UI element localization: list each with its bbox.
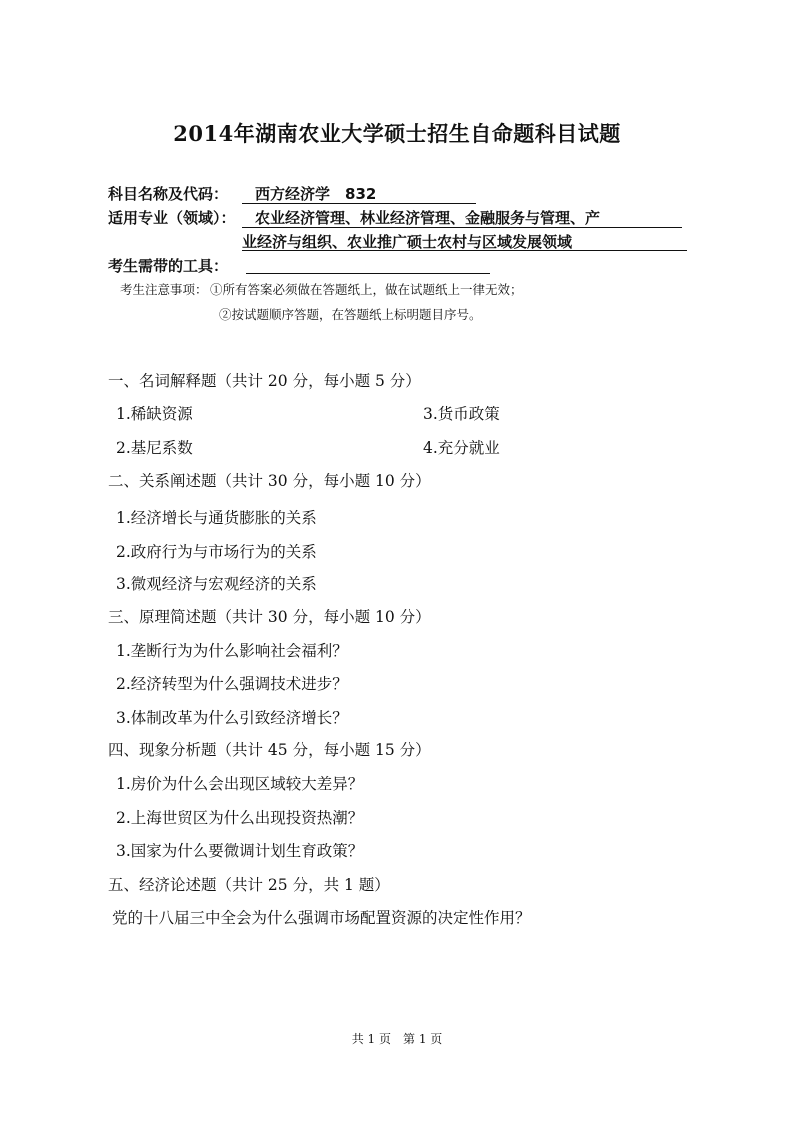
section-4-item-2: 2.上海世贸区为什么出现投资热潮？ [116, 809, 364, 827]
section-1-item-1: 1.稀缺资源 [116, 405, 193, 423]
major-label: 适用专业（领域）： [108, 209, 236, 227]
section-5-item-1: 党的十八届三中全会为什么强调市场配置资源的决定性作用？ [112, 909, 531, 927]
section-4-item-3: 3.国家为什么要微调计划生育政策？ [116, 842, 364, 860]
section-2-item-2: 2.政府行为与市场行为的关系 [116, 543, 317, 561]
section-3-item-1: 1.垄断行为为什么影响社会福利？ [116, 642, 348, 660]
notice-line-2: ②按试题顺序答题，在答题纸上标明题目序号。 [219, 307, 482, 322]
section-3-item-2: 2.经济转型为什么强调技术进步？ [116, 675, 348, 693]
section-3-heading: 三、原理简述题（共计 30 分，每小题 10 分） [108, 608, 431, 626]
section-4-heading: 四、现象分析题（共计 45 分，每小题 15 分） [108, 741, 431, 759]
page-footer: 共 1 页 第 1 页 [351, 1032, 443, 1046]
section-2-item-1: 1.经济增长与通货膨胀的关系 [116, 509, 317, 527]
section-1-item-4: 4.充分就业 [423, 439, 500, 457]
section-3-item-3: 3.体制改革为什么引致经济增长？ [116, 709, 348, 727]
subject-label: 科目名称及代码： [108, 185, 229, 203]
major-line-1: 农业经济管理、林业经济管理、金融服务与管理、产 [255, 209, 601, 227]
section-1-item-2: 2.基尼系数 [116, 439, 193, 457]
major-underline-1 [242, 227, 682, 228]
section-2-item-3: 3.微观经济与宏观经济的关系 [116, 575, 317, 593]
major-line-2: 业经济与组织、农业推广硕士农村与区域发展领域 [242, 233, 573, 251]
section-4-item-1: 1.房价为什么会出现区域较大差异？ [116, 775, 364, 793]
notice-label: 考生注意事项： [120, 282, 208, 297]
tools-underline [246, 273, 490, 274]
section-5-heading: 五、经济论述题（共计 25 分，共 1 题） [108, 876, 390, 894]
section-2-heading: 二、关系阐述题（共计 30 分，每小题 10 分） [108, 472, 431, 490]
section-1-heading: 一、名词解释题（共计 20 分，每小题 5 分） [108, 372, 421, 390]
tools-label: 考生需带的工具： [108, 257, 229, 275]
subject-value: 西方经济学 832 [255, 185, 377, 203]
major-underline-2 [242, 250, 687, 251]
section-1-item-3: 3.货币政策 [423, 405, 500, 423]
subject-underline [242, 203, 476, 204]
exam-title: 2014年湖南农业大学硕士招生自命题科目试题 [173, 121, 621, 146]
notice-line-1: ①所有答案必须做在答题纸上，做在试题纸上一律无效； [210, 282, 523, 297]
